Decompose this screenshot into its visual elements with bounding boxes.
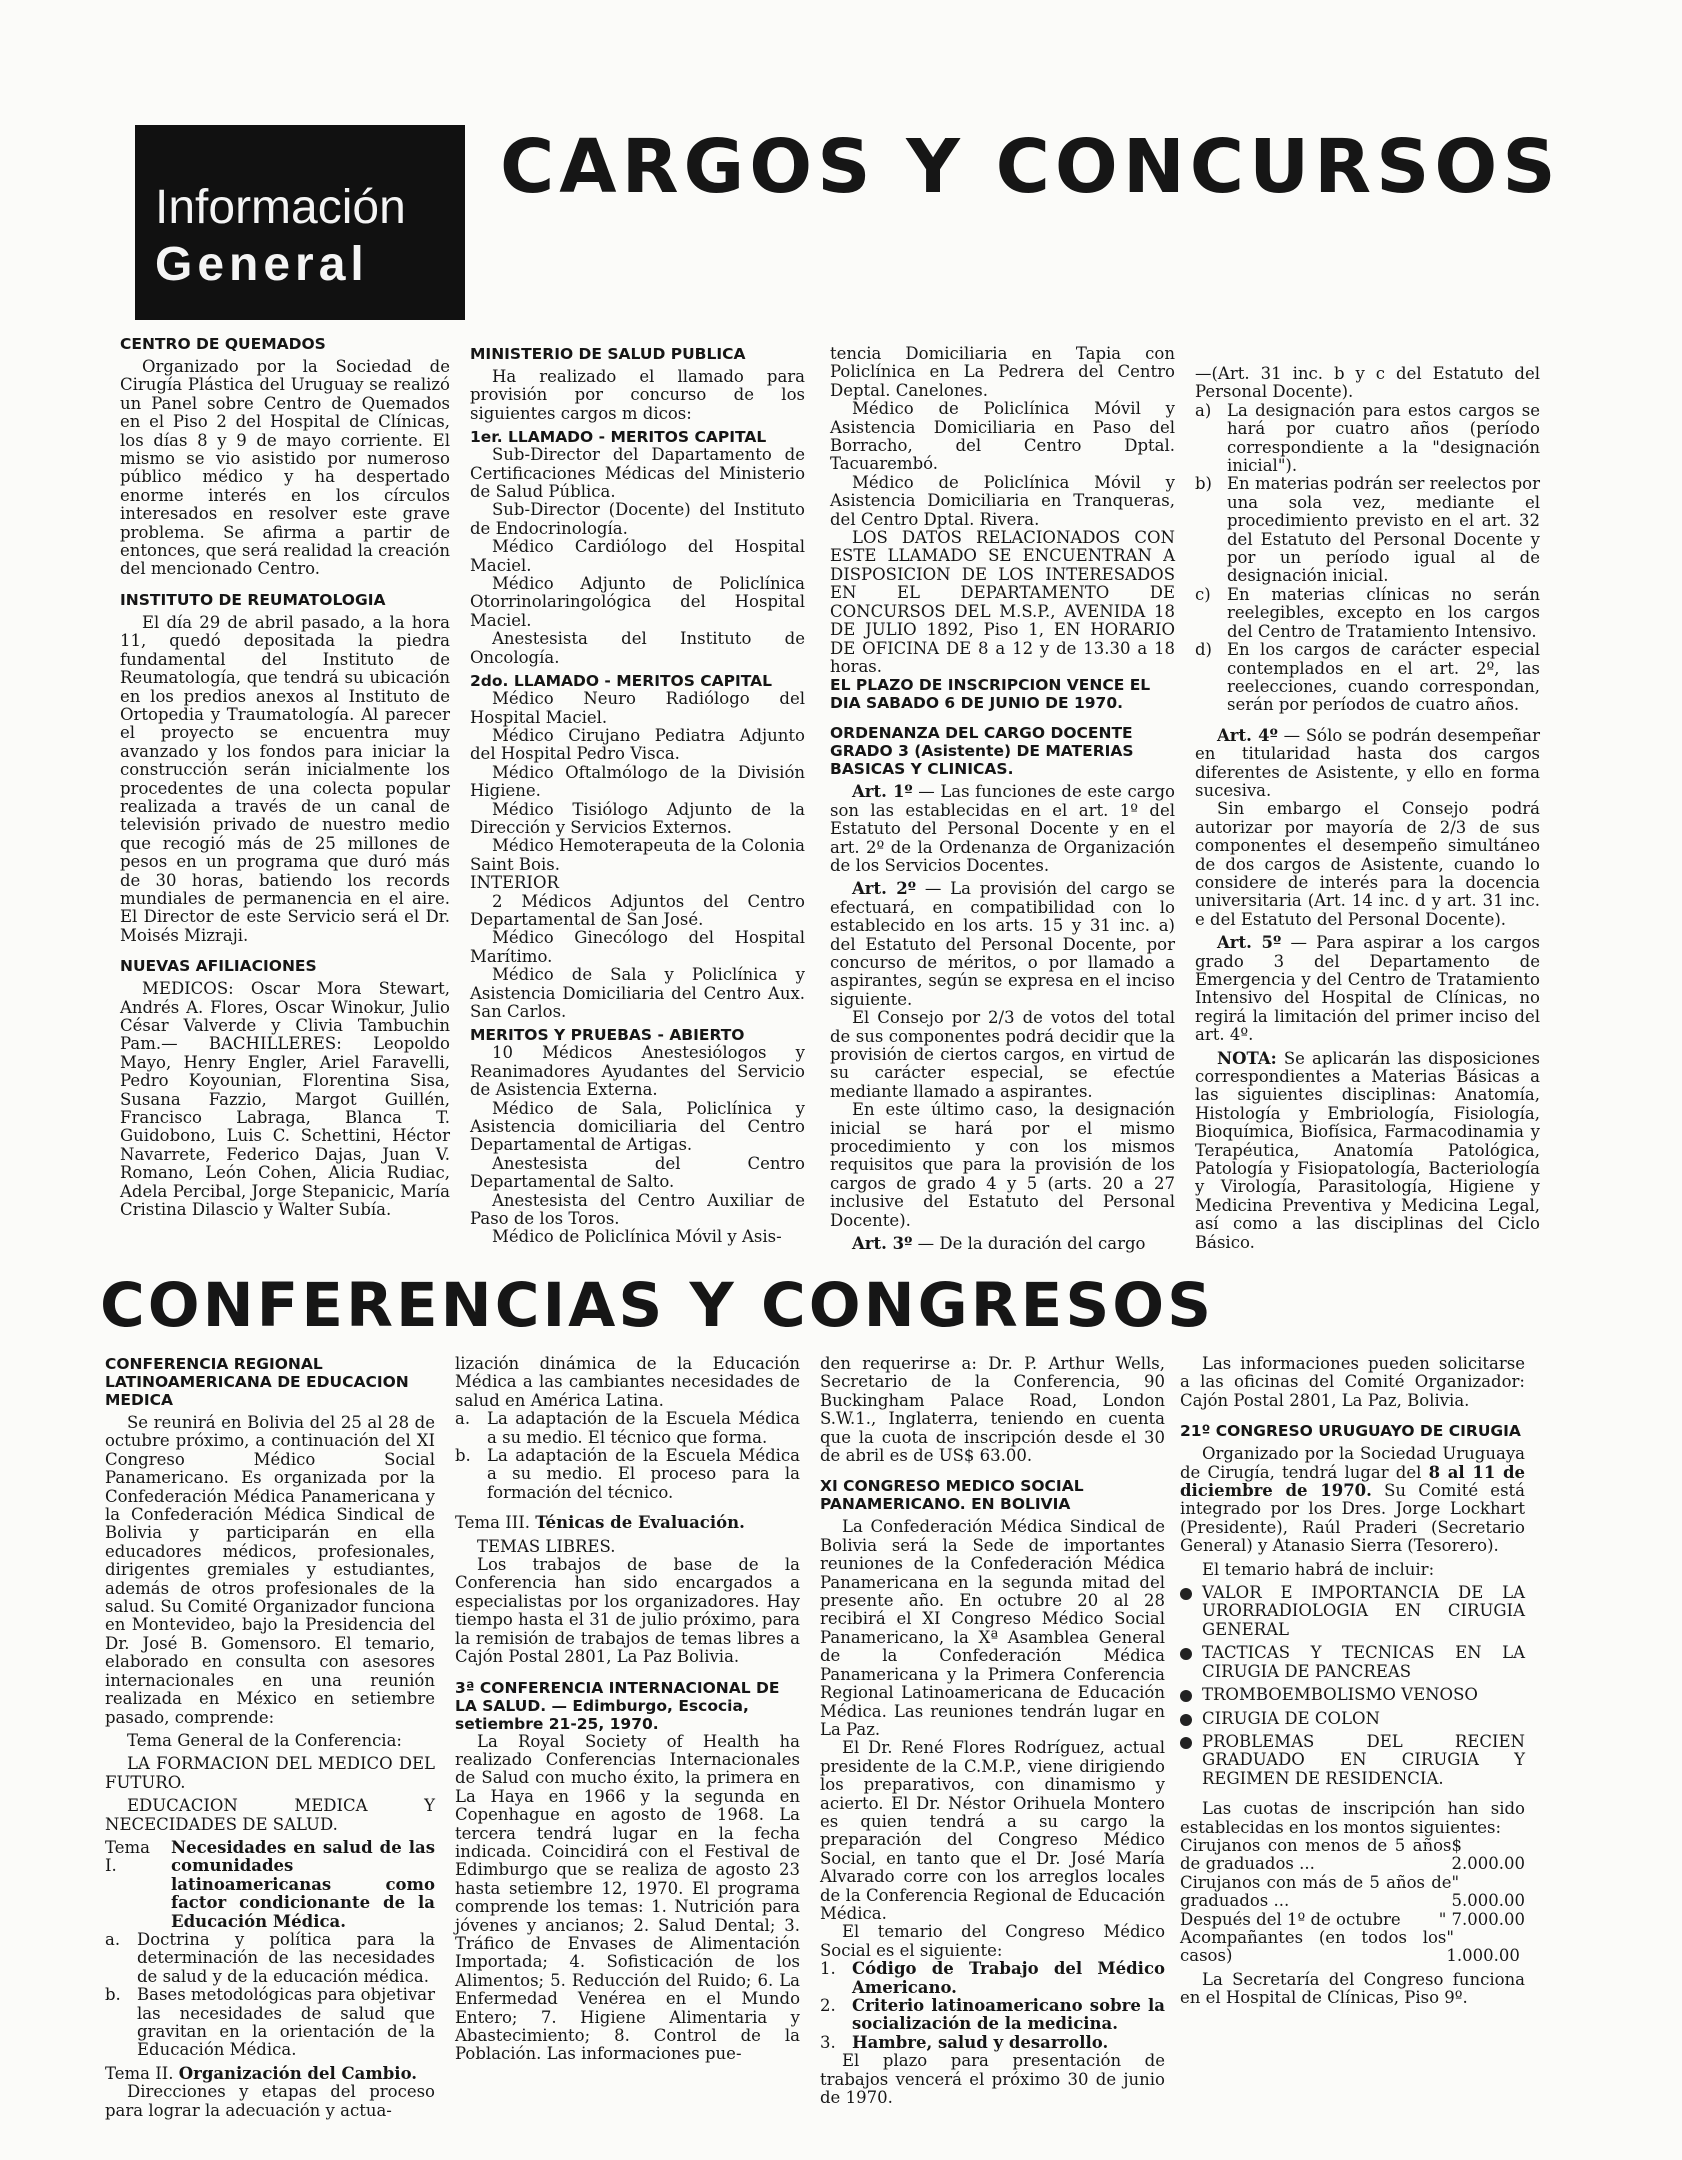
- event-dates: 8 al 11 de diciembre de 1970.: [1180, 1462, 1525, 1501]
- topic-text: Organización del Cambio.: [178, 2063, 418, 2083]
- list-item: [820, 1960, 1165, 1997]
- list-marker: a.: [105, 1929, 121, 1949]
- paragraph: TEMAS LIBRES.: [477, 1536, 616, 1556]
- list-item: Anestesista del Centro Auxiliar de Paso de los Toros.: [470, 1190, 805, 1229]
- list-item: [1195, 641, 1540, 715]
- list-item: [820, 1997, 1165, 2034]
- list-item: Sub-Director (Docente) del Instituto de Endocrinología.: [470, 500, 805, 538]
- section-heading: NUEVAS AFILIACIONES: [120, 957, 317, 976]
- deadline-notice: EL PLAZO DE INSCRIPCION VENCE EL DIA SABADO 6 DE JUNIO DE 1970.: [830, 676, 1151, 713]
- fee-row: [1180, 1874, 1525, 1911]
- paragraph: El plazo para presentación de trabajos vencerá el próximo 30 de junio de 1970.: [820, 2051, 1165, 2108]
- paragraph: tencia Domiciliaria en Tapia con Policlínica en La Pedrera del Centro Deptal. Canelones.: [830, 344, 1175, 400]
- subheading: MERITOS Y PRUEBAS - ABIERTO: [470, 1026, 745, 1045]
- list-item: [105, 1986, 435, 2060]
- nota-label: NOTA:: [1217, 1048, 1277, 1068]
- list-text: Criterio latinoamericano sobre la socialización de la medicina.: [852, 1996, 1165, 2034]
- fee-amount: " 5.000.00: [1451, 1872, 1526, 1911]
- paragraph: El Consejo por 2/3 de votos del total de sus componentes podrá decidir que la provisión de ciertos cargos, en virtud de su carácter especial, se efectúe mediante llamado a aspirantes.: [830, 1008, 1175, 1101]
- topic-label: Tema II.: [105, 2063, 174, 2083]
- paragraph: La Secretaría del Congreso funciona en el Hospital de Clínicas, Piso 9º.: [1180, 1969, 1525, 2008]
- list-marker: b.: [105, 1985, 121, 2005]
- list-marker: d): [1195, 640, 1212, 660]
- list-item: [455, 1410, 800, 1447]
- list-item: Médico Neuro Radiólogo del Hospital Maciel.: [470, 689, 805, 727]
- list-item: [455, 1447, 800, 1502]
- list-marker: a): [1195, 400, 1212, 420]
- list-item: [820, 2034, 1165, 2052]
- list-text: En materias clínicas no serán reelegibles, excepto en los cargos del Centro de Tratamiento Intensivo.: [1227, 584, 1540, 641]
- list-text: La adaptación de la Escuela Médica a su medio. El técnico que forma.: [487, 1409, 800, 1447]
- bullet-icon: [1180, 1714, 1192, 1726]
- list-item: Médico de Policlínica Móvil y Asis-: [492, 1227, 782, 1247]
- fee-row: [1180, 1929, 1525, 1966]
- topic-text: Ténicas de Evaluación.: [535, 1513, 745, 1533]
- fee-label: Acompañantes (en todos los casos): [1180, 1927, 1447, 1966]
- list-marker: c): [1195, 584, 1211, 604]
- list-text: La designación para estos cargos se hará por cuatro años (período correspondiente a la "designación inicial").: [1227, 400, 1540, 476]
- fee-row: [1180, 1911, 1525, 1929]
- fee-amount: " 7.000.00: [1438, 1909, 1525, 1929]
- column-3: [830, 345, 1175, 1253]
- list-item: [105, 1931, 435, 1986]
- paragraph: Tema General de la Conferencia:: [127, 1730, 402, 1750]
- fee-label: Cirujanos con menos de 5 años de graduados ...: [1180, 1835, 1452, 1874]
- paragraph: El temario del Congreso Médico Social es el siguiente:: [820, 1922, 1165, 1960]
- list-marker: 3.: [820, 2032, 836, 2052]
- list-item: Médico Ginecólogo del Hospital Marítimo.: [470, 928, 805, 966]
- list-item: Médico de Sala, Policlínica y Asistencia domiciliaria del Centro Departamental de Artigas.: [470, 1098, 805, 1155]
- bullet-item: [1180, 1710, 1525, 1728]
- topic-text: Necesidades en salud de las comunidades latinoamericanas como factor condicionante de la Educación Médica.: [171, 1837, 435, 1931]
- paragraph: La Confederación Médica Sindical de Bolivia será la Sede de importantes reuniones de la Confederación Médica Panamericana en la segunda mitad del presente año. En octubre 20 al 28 recibirá el XI Congreso Médico Social Panamericano, la Xª Asamblea General de la Confederación Médica Panamericana y la Primera Conferencia Regional Latinoamericana de Educación Médica. Las reuniones tendrán lugar en La Paz.: [820, 1517, 1165, 1739]
- paragraph: Las informaciones pueden solicitarse a las oficinas del Comité Organizador: Cajón Postal 2801, La Paz, Bolivia.: [1180, 1354, 1525, 1410]
- paragraph: [1180, 1445, 1525, 1555]
- article-text: — Las funciones de este cargo son las establecidas en el art. 1º del Estatuto del Personal Docente y en el art. 2º de la Ordenanza de Organización de los Servicios Docentes.: [830, 782, 1175, 875]
- headline-conferencias: CONFERENCIAS Y CONGRESOS: [100, 1270, 1215, 1341]
- section-heading: 21º CONGRESO URUGUAYO DE CIRUGIA: [1180, 1422, 1521, 1441]
- list-text: Hambre, salud y desarrollo.: [852, 2032, 1109, 2052]
- article-text: — Sólo se podrán desempeñar en titularidad hasta dos cargos diferentes de Asistente, y ello en forma sucesiva.: [1195, 725, 1541, 800]
- list-item: 10 Médicos Anestesiólogos y Reanimadores Ayudantes del Servicio de Asistencia Externa.: [470, 1043, 805, 1100]
- paragraph-text: Organizado por la Sociedad Uruguaya de Cirugía, tendrá lugar del: [1180, 1444, 1525, 1482]
- paragraph-text: Su Comité está integrado por los Dres. Jorge Lockhart (Presidente), Raúl Praderi (Secretario General) y Atanasio Sierra (Tesorero).: [1180, 1481, 1525, 1556]
- article-text: — De la duración del cargo: [917, 1234, 1146, 1254]
- section-heading: ORDENANZA DEL CARGO DOCENTE GRADO 3 (Asistente) DE MATERIAS BASICAS Y CLINICAS.: [830, 724, 1134, 779]
- lower-column-2: [455, 1355, 800, 2064]
- section-heading: INSTITUTO DE REUMATOLOGIA: [120, 590, 386, 609]
- bullet-item: [1180, 1644, 1525, 1681]
- paragraph: LA FORMACION DEL MEDICO DEL FUTURO.: [105, 1754, 435, 1792]
- paragraph: Médico de Policlínica Móvil y Asistencia Domiciliaria en Tranqueras, del Centro Dptal. Rivera.: [830, 472, 1175, 529]
- list-item: Sub-Director del Dapartamento de Certificaciones Médicas del Ministerio de Salud Pública.: [470, 445, 805, 502]
- article-label: Art. 4º: [1217, 725, 1278, 745]
- paragraph: El temario habrá de incluir:: [1202, 1559, 1435, 1579]
- section-badge: [135, 125, 465, 320]
- list-text: La adaptación de la Escuela Médica a su medio. El proceso para la formación del técnico.: [487, 1446, 800, 1502]
- bullet-item: [1180, 1733, 1525, 1788]
- list-item: Médico Hemoterapeuta de la Colonia Saint Bois.: [470, 836, 805, 874]
- list-item: Anestesista del Instituto de Oncología.: [470, 629, 805, 667]
- column-1: [120, 335, 450, 1219]
- paragraph: Se reunirá en Bolivia del 25 al 28 de octubre próximo, a continuación del XI Congreso Médico Social Panamericano. Es organizada por la Confederación Médica Panamericana y la Confederación Médica Sindical de Bolivia y participarán en ella educadores médicos, profesionales, dirigentes gremiales y estudiantes, además de otros profesionales de la salud. Su Comité Organizador funciona en Montevideo, bajo la Presidencia del Dr. José B. Gomensoro. El temario, elaborado en consulta con asesores internacionales en una reunión realizada en México en setiembre pasado, comprende:: [105, 1413, 435, 1727]
- bullet-text: TACTICAS Y TECNICAS EN LA CIRUGIA DE PANCREAS: [1202, 1643, 1525, 1681]
- article-label: Art. 3º: [852, 1234, 913, 1254]
- section-heading: MINISTERIO DE SALUD PUBLICA: [470, 345, 746, 363]
- paragraph: EDUCACION MEDICA Y NECECIDADES DE SALUD.: [105, 1796, 435, 1834]
- article-label: Art. 5º: [1217, 933, 1282, 953]
- bullet-icon: [1180, 1648, 1192, 1660]
- subheading: 2do. LLAMADO - MERITOS CAPITAL: [470, 672, 773, 691]
- topic-label: Tema I.: [105, 1837, 150, 1876]
- list-item: Médico Adjunto de Policlínica Otorrinolaringológica del Hospital Maciel.: [470, 574, 805, 630]
- list-item: Anestesista del Centro Departamental de Salto.: [470, 1153, 805, 1192]
- lower-column-1: [105, 1355, 435, 2120]
- paragraph: lización dinámica de la Educación Médica a las cambiantes necesidades de salud en América Latina.: [455, 1354, 800, 1410]
- list-marker: a.: [455, 1409, 471, 1429]
- fee-label: Después del 1º de octubre: [1180, 1909, 1401, 1929]
- paragraph: Direcciones y etapas del proceso para lograr la adecuación y actua-: [105, 2082, 435, 2120]
- list-marker: 2.: [820, 1996, 836, 2015]
- list-item: [1195, 586, 1540, 641]
- paragraph: Médico de Policlínica Móvil y Asistencia Domiciliaria en Paso del Borracho, del Centro Dptal. Tacuarembó.: [830, 399, 1175, 474]
- section-heading: CENTRO DE QUEMADOS: [120, 335, 326, 353]
- article-text: — La provisión del cargo se efectuará, en compatibilidad con lo establecido en los arts. 15 y 31 inc. a) del Estatuto del Personal Docente, por concurso de méritos, o por llamado a aspirantes, según se expresa en el inciso siguiente.: [830, 879, 1175, 1009]
- paragraph: LOS DATOS RELACIONADOS CON ESTE LLAMADO SE ENCUENTRAN A DISPOSICION DE LOS INTERESADOS EN EL DEPARTAMENTO DE CONCURSOS DEL M.S.P., AVENIDA 18 DE JULIO 1892, Piso 1, EN HORARIO DE OFICINA DE 8 a 12 y de 13.30 a 18 horas.: [830, 528, 1175, 676]
- badge-line-1: Información: [155, 181, 406, 234]
- lower-column-4: [1180, 1355, 1525, 2008]
- topic-label: Tema III.: [455, 1513, 531, 1533]
- list-text: En los cargos de carácter especial contemplados en el art. 2º, las reelecciones, cuando correspondan, serán por períodos de cuatro años.: [1227, 640, 1540, 715]
- paragraph: Los trabajos de base de la Conferencia han sido encargados a especialistas por los organizadores. Hay tiempo hasta el 31 de julio próximo, para la remisión de trabajos de temas libres a Cajón Postal 2801, La Paz Bolivia.: [455, 1555, 800, 1667]
- paragraph: Ha realizado el llamado para provisión por concurso de los siguientes cargos m dicos:: [470, 367, 805, 423]
- list-item: [105, 1839, 435, 1931]
- paragraph: Organizado por la Sociedad de Cirugía Plástica del Uruguay se realizó un Panel sobre Centro de Quemados en el Piso 2 del Hospital de Clínicas, los días 8 y 9 de mayo corriente. El mismo se vio asistido por numeroso público médico y ha despertado enorme interés en los círculos interesados en resolver este grave problema. Se afirma a partir de entonces, que será realidad la creación del mencionado Centro.: [120, 357, 450, 579]
- bullet-icon: [1180, 1588, 1192, 1600]
- fee-label: Cirujanos con más de 5 años de graduados ...: [1180, 1872, 1452, 1911]
- paragraph: En este último caso, la designación inicial se hará por el mismo procedimiento y con los mismos requisitos que para la provisión de los cargos de grado 4 y 5 (arts. 20 a 27 inclusive del Estatuto del Personal Docente).: [830, 1100, 1175, 1230]
- paragraph: La Royal Society of Health ha realizado Conferencias Internacionales de Salud con mucho éxito, la primera en La Haya en 1966 y la segunda en Copenhague en agosto de 1968. La tercera tendrá lugar en la fecha indicada. Coincidirá con el Festival de Edimburgo que se realiza de agosto 23 hasta setiembre 12, 1970. El programa comprende los temas: 1. Nutrición para jóvenes y ancianos; 2. Salud Dental; 3. Tráfico de Envases de Alimentación Importada; 4. Sofisticación de los Alimentos; 5. Reducción del Ruido; 6. La Enfermedad Venérea en el Mundo Entero; 7. Higiene Alimentaria y Abastecimiento; 8. Control de la Población. Las informaciones pue-: [455, 1731, 800, 2064]
- list-text: Doctrina y política para la determinación de las necesidades de salud y de la educación médica.: [137, 1929, 435, 1986]
- bullet-item: [1180, 1686, 1525, 1704]
- column-4: [1195, 365, 1540, 1252]
- list-item: 2 Médicos Adjuntos del Centro Departamental de San José.: [470, 891, 805, 929]
- list-item: Médico Cardiólogo del Hospital Maciel.: [470, 537, 805, 575]
- list-item: [1195, 475, 1540, 585]
- list-marker: b.: [455, 1446, 471, 1466]
- paragraph: MEDICOS: Oscar Mora Stewart, Andrés A. Flores, Oscar Winokur, Julio César Valverde y Clivia Tambuchin Pam.— BACHILLERES: Leopoldo Mayo, Henry Engler, Ariel Faravelli, Pedro Koyounian, Florentina Sisa, Susana Fazzio, Margot Guillén, Francisco Labraga, Blanca T. Guidobono, Luis C. Schettini, Héctor Navarrete, Federico Dajas, Juan V. Romano, León Cohen, Alicia Rudiac, Adela Percibal, Jorge Stepanicic, María Cristina Dilascio y Walter Subía.: [120, 979, 450, 1220]
- fee-amount: $ 2.000.00: [1451, 1835, 1525, 1874]
- bullet-text: PROBLEMAS DEL RECIEN GRADUADO EN CIRUGIA Y REGIMEN DE RESIDENCIA.: [1202, 1731, 1525, 1788]
- section-heading: CONFERENCIA REGIONAL LATINOAMERICANA DE EDUCACION MEDICA: [105, 1355, 409, 1409]
- fee-amount: " 1.000.00: [1446, 1927, 1520, 1966]
- bullet-item: [1180, 1584, 1525, 1639]
- article-text: — Para aspirar a los cargos grado 3 del Departamento de Emergencia y del Centro de Tratamiento Intensivo del Hospital de Clínicas, no regirá la limitación del primer inciso del art. 4º.: [1195, 933, 1540, 1045]
- list-item: Médico Oftalmólogo de la División Higiene.: [470, 762, 805, 801]
- bullet-icon: [1180, 1690, 1192, 1702]
- paragraph: El Dr. René Flores Rodríguez, actual presidente de la C.M.P., viene dirigiendo los preparativos, con dinamismo y acierto. El Dr. Néstor Orihuela Montero es quien tendrá a su cargo la preparación del Congreso Médico Social, en tanto que el Dr. José María Alvarado corre con los arreglos locales de la Conferencia Regional de Educación Médica.: [820, 1738, 1165, 1923]
- list-marker: b): [1195, 474, 1212, 494]
- section-heading: XI CONGRESO MEDICO SOCIAL PANAMERICANO. EN BOLIVIA: [820, 1477, 1084, 1514]
- article-label: Art. 1º: [852, 782, 913, 802]
- article-label: Art. 2º: [852, 879, 916, 899]
- column-2: [470, 345, 805, 1247]
- paragraph: den requerirse a: Dr. P. Arthur Wells, Secretario de la Conferencia, 90 Buckingham Palace Road, London S.W.1., Inglaterra, teniendo en cuenta que la cuota de inscripción desde el 30 de abril es de US$ 63.00.: [820, 1354, 1165, 1466]
- paragraph: Las cuotas de inscripción han sido establecidas en los montos siguientes:: [1180, 1799, 1525, 1837]
- list-text: En materias podrán ser reelectos por una sola vez, mediante el procedimiento previsto en el art. 32 del Estatuto del Personal Docente y por un período igual al de designación inicial.: [1227, 474, 1540, 586]
- paragraph: El día 29 de abril pasado, a la hora 11, quedó depositada la piedra fundamental del Instituto de Reumatología, que tendrá su ubicación en los predios anexos al Instituto de Ortopedia y Traumatología. Al parecer el proyecto se encuentra muy avanzado y los fondos para iniciar la construcción serán inicialmente los procedentes de una colecta popular realizada a través de un canal de televisión privado de nuestro medio que recogió más de 25 millones de pesos en un programa que duró más de 30 horas, batiendo los records mundiales de permanencia en el aire. El Director de este Servicio será el Dr. Moisés Mizraji.: [120, 612, 450, 945]
- paragraph: —(Art. 31 inc. b y c del Estatuto del Personal Docente).: [1195, 364, 1540, 402]
- bullet-text: CIRUGIA DE COLON: [1202, 1708, 1380, 1728]
- badge-line-2: General: [155, 238, 369, 291]
- bullet-text: TROMBOEMBOLISMO VENOSO: [1202, 1685, 1478, 1705]
- list-item: Médico Cirujano Pediatra Adjunto del Hospital Pedro Visca.: [470, 725, 805, 764]
- list-text: Bases metodológicas para objetivar las necesidades de salud que gravitan en la orientación de la Educación Médica.: [137, 1985, 435, 2060]
- bullet-text: VALOR E IMPORTANCIA DE LA URORRADIOLOGIA EN CIRUGIA GENERAL: [1202, 1583, 1525, 1639]
- list-text: Código de Trabajo del Médico Americano.: [852, 1959, 1165, 1997]
- bullet-icon: [1180, 1737, 1192, 1749]
- paragraph: Sin embargo el Consejo podrá autorizar por mayoría de 2/3 de sus componentes el desempeño simultáneo de dos cargos de Asistente, cuando lo considere de interés para la docencia universitaria (Art. 14 inc. d y art. 31 inc. e del Estatuto del Personal Docente).: [1195, 799, 1540, 929]
- subheading-interior: INTERIOR: [470, 873, 559, 893]
- list-marker: 1.: [820, 1959, 836, 1979]
- headline-cargos: CARGOS Y CONCURSOS: [500, 124, 1561, 210]
- lower-column-3: [820, 1355, 1165, 2107]
- list-item: Médico Tisiólogo Adjunto de la Dirección y Servicios Externos.: [470, 799, 805, 837]
- subheading: 1er. LLAMADO - MERITOS CAPITAL: [470, 428, 767, 447]
- section-heading: 3ª CONFERENCIA INTERNACIONAL DE LA SALUD. — Edimburgo, Escocia, setiembre 21-25, 1970.: [455, 1678, 780, 1733]
- nota-text: Se aplicarán las disposiciones correspondientes a Materias Básicas a las siguientes disciplinas: Anatomía, Histología y Embriología, Fisiología, Bioquímica, Biofísica, Farmacodinamia y Terapéutica, Anatomía Patológica, Patología y Fisiopatología, Bacteriología y Virología, Parasitología, Higiene y Medicina Preventiva y Medicina Legal, así como a las disciplinas del Ciclo Básico.: [1195, 1048, 1540, 1252]
- list-item: Médico de Sala y Policlínica y Asistencia Domiciliaria del Centro Aux. San Carlos.: [470, 965, 805, 1021]
- fee-row: [1180, 1837, 1525, 1874]
- list-item: [1195, 402, 1540, 476]
